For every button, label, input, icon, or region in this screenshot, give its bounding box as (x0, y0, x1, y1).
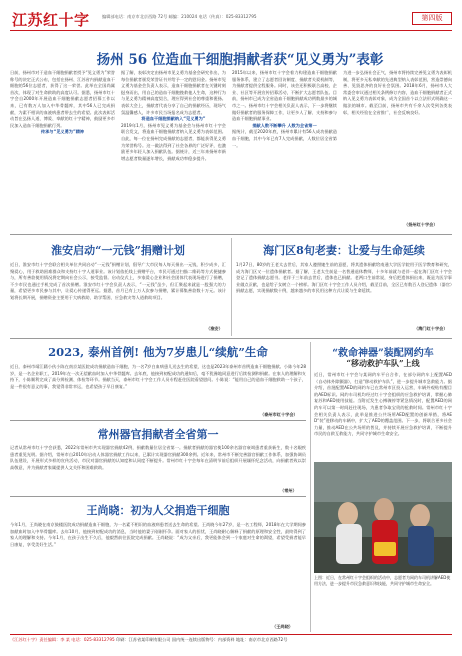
article2-headline: 淮安启动“一元钱”捐赠计划 (51, 244, 185, 257)
article7-subheadline: “移动救护车队”上线 (346, 358, 420, 368)
article4-body: 近日，泰州市靖江籍小伙小陈在南京某医院成功捐献造血干细胞，为一名7岁白血病患儿送去生的希望，这也是2023年泰州市首例造血干细胞捐献。小陈今年28岁，是一名企业职工，2019年在一次无偿献血时加入中华骨髓库。去年底，他接到初配成功的通知后，毫不犹豫地同意进行后续检测和捐献。在家人的理解和支持下，小陈顺利完成了高分辨检测、体检等环节。捐献当天，泰州市红十字会工作人员专程赶往医院看望慰问。小陈说：“能用自己的造血干细胞救助一个孩子，是一件很有意义的事，我觉得非常幸运，也希望孩子早日康复。” (10, 364, 306, 389)
article6-headline: 王尚晓：初为人父捐造干细胞 (86, 504, 230, 517)
article2-byline: （淮安） (206, 326, 223, 331)
article5-headline: 常州器官捐献者全省第一 (97, 428, 219, 441)
footer-address: 地址：南京市北京西路72号 (235, 637, 288, 642)
article4-headline: 2023, 泰州首例! 他为7岁患儿“续航”生命 (48, 345, 268, 359)
article6-body: 今年1月，王尚晓在南京鼓楼医院成功捐献造血干细胞，为一名素不相识的血液病患者送去生命的希望。王尚晓今年27岁，是一名工程师，2018年在大学期间参加献血时加入中华骨髓库。去年10月，他接到初配成功的消息，当时他的妻子刚刚怀孕。面对家人的担忧，王尚晓耐心解释了捐献的原理和安全性，最终得到了家人的理解和支持。今年1月，在孩子出生不久后，他毅然前往医院完成捐献。王尚晓说：“成为父亲后，我更能体会到一个家庭对生命的渴望，希望受捐者能早日康复，享受美好生活。” (10, 522, 306, 547)
news-photo-image (314, 462, 452, 573)
article1-headline: 扬州 56 位造血干细胞捐献者获“见义勇为”表彰 (96, 52, 384, 68)
article7-body: 近日，常州市红十字会与某网约车平台合作，在部分网约车上配置AED（自动体外除颤器），打造“移动救护车队”，进一步提升城市急救能力。据介绍，首批配置AED的网约车已在常州市区投入运营，车辆外观贴有醒目的AED标识。网约车司机均经过红十字会组织的应急救护培训，掌握心肺复苏和AED使用技能。当附近发生心搏骤停等紧急情况时，配置AED的网约车可以第一时间赶往现场，为患者争取宝贵的抢救时间。常州市红十字会相关负责人表示，此举是推进公共场所AED配置的创新举措，将AED“装”进移动的车辆中，扩大了AED的覆盖范围。下一步，将联合更多社会力量，推动AED在公共场所的普及，并持续开展应急救护培训，不断提升市民的自救互救能力，共同守护城市生命安全。 (314, 372, 452, 437)
divider-3 (10, 420, 306, 421)
newspaper-logo: 江苏红十字 (12, 11, 90, 29)
article5-byline: （常州） (280, 488, 297, 493)
news-photo (314, 462, 452, 573)
article1-kicker2: 将造血干细胞捐献纳入“见义勇为” (141, 116, 206, 122)
article4-byline: （泰州市红十字会） (260, 412, 298, 417)
article1-text5: 2019年1月，扬州市见义勇为基金会与扬州市红十字会联合发文，将造血干细胞捐献者纳入见义勇为表彰范围。自此，每一位在扬州完成捐献的志愿者，都能获得见义勇为荣誉称号。这一做法得到了社会各界的广泛好评，也激励更多年轻人加入捐献队伍。据统计，近三年来扬州市新增志愿者数量逐年增长，捐献成功率稳步提升。 (121, 122, 226, 161)
footer-right: 国内统一连续出版物号：内部资料 (171, 637, 235, 642)
article7-headline: “救命神器”装配网约车 (332, 348, 434, 359)
divider-4 (10, 496, 306, 497)
footer-mid: 印刷：江苏省某印刷有限公司 (116, 637, 171, 642)
article1-byline: （扬州红十字会） (404, 222, 438, 227)
article1-column-2 (121, 70, 226, 229)
article1-text3: 2015年以来，扬州市红十字会着力构建造血干细胞捐献服务体系，建立了志愿者回访制度、捐献者关爱机制等，为捐献者提供全程服务。同时，该会还积极联合高校、企业、社区等开展宣传招募活动，不断扩大志愿者队伍。目前，扬州市已成为全省造血干细胞捐献成功例数最多的城市之一。扬州市红十字会相关负责人表示，下一步将继续做好捐献者的服务保障工作，让更多人了解、支持和参与造血干细胞捐献事业。 (232, 70, 337, 122)
vertical-divider-2 (310, 342, 311, 632)
footer-left: 《江苏红十字》责任编辑：李 某 电话：025-83312795 (10, 637, 115, 642)
article2-body: 近日，淮安市红十字会联合相关单位共同启动“一元钱”捐赠计划，倡导广大市民每人每天捐出一元钱，积少成多，汇聚爱心，用于救助困难群众和支持红十字人道事业。该计划依托线上捐赠平台，市民可通过扫描二维码等方式便捷参与，所有善款使用情况将定期向社会公示，接受监督。启动仪式上，多家爱心企业和社会团体代表现场进行了捐赠，不少市民也通过手机完成了首次捐赠。淮安市红十字会负责人表示，“一元钱”虽少，但汇聚起来就是一股强大的力量，希望更多市民参与其中，让爱心传递得更远。据悉，首月已有上万人次参与捐赠，累计募集善款数十万元。该计划将长期开展，捐赠资金主要用于大病救助、助学帮困、应急救灾等人道救助项目。 (10, 262, 226, 300)
article3-body: 1月27日，80岁的王老太去世后，其家人遵照她生前的意愿，将其遗体捐献给南通大学医学院用于医学教育和研究，成为海门区又一位遗体捐献者。据了解，王老太生前是一名普通退休教师，十多年前就与老伴一起在海门区红十字会登记了遗体捐献志愿书。老伴于三年前去世后，遗体也已捐献。老两口生前常说，身后把遗体捐出来，既是为医学事业做点贡献，也是给子女树立一个榜样。海门区红十字会工作人员介绍，截至目前，全区已有数百人登记遗体（器官）捐献志愿，实现捐献数十例，越来越多的市民用这种方式让爱与生命延续。 (236, 262, 452, 294)
article1-text4: 为进一步弘扬社会正气，扬州市将持续完善见义勇为表彰机制，将更多无私奉献的先进典型纳入表彰范围，营造崇德向善、见贤思齐的良好社会氛围。2018年6月，扬州市人大常委会审议通过相关条例修订内容，造血干细胞捐献者正式纳入见义勇为表彰对象，成为全国首个以立法形式明确这一做法的城市。截至目前，扬州市共有千余人次受到各类表彰，相关经验在全省推广，社会反响良好。 (343, 70, 452, 115)
vertical-divider-1 (231, 238, 232, 336)
article1-column-4 (343, 70, 452, 222)
article1-text6: 据统计，截至2020年底，扬州市累计有56人成功捐献造血干细胞，其中今年已有7人完成捐献，人数位居全省第一。 (232, 129, 337, 148)
divider-2 (10, 338, 452, 339)
article6-byline: （王尚晓） (272, 624, 293, 629)
article3-headline: 海门区8旬老妻：让爱与生命延续 (263, 244, 425, 257)
page-number: 第四版 (412, 12, 452, 25)
masthead (10, 8, 452, 30)
article3-byline: （海门红十字会） (414, 326, 448, 331)
masthead-info: 编辑部电话：南京市北京西路 72号 邮编：210024 电话（传真）：025-83312795 (102, 14, 257, 19)
article1-column-3 (232, 70, 337, 229)
article1-text2: 据了解，表彰决定由扬州市见义勇为基金会研究作出，为每位捐献者颁发荣誉证书并给予一定的慰问金。扬州市见义勇为基金会负责人表示，造血干细胞捐献者在关键时刻挺身而出，用自己的造血干细胞挽救他人生命，这种行为与见义勇为精神高度契合，理应得到社会的尊重和褒扬。表彰大会上，捐献者代表分享了自己的捐献经历，现场气氛温馨感人，许多市民当场报名成为志愿者。 (121, 70, 226, 115)
photo-caption: 上图：近日，在常州红十字会组织的活动中，志愿者为网约车司机讲解AED使用方法，进一步提升市民急救意识和技能，共同守护城市生命安全。 (314, 575, 451, 586)
article5-body: 记者从常州市红十字会获悉，2022年常州市共实现器官捐献42例，捐献数量位居全省第一。捐献者捐献的器官使100余名器官衰竭患者重获新生，数十名眼疾患者重见光明。据介绍，常州市自2010年启动人体器官捐献工作以来，已累计实现器官捐献300余例。近年来，常州市不断完善器官捐献工作体系，加强协调员队伍建设，开展形式多样的宣传活动，市民对器官捐献的认知度和认同度不断提升。常州市红十字会每年在清明节前后组织开展缅怀纪念活动，向捐献者致以崇高敬意，并为捐献者家属提供人文关怀和困难救助。 (10, 445, 306, 470)
article1-kicker3: 捐献人数不断攀升 人数为全省第一 (252, 122, 317, 128)
newspaper-page (10, 8, 452, 648)
masthead-rule (10, 30, 452, 31)
article1-column-1 (10, 70, 115, 229)
article1-text1: 日前，扬州市对于造血干细胞捐献者授予“见义勇为”荣誉称号的决定正式公布，包括在扬州、江苏省内捐献造血干细胞的56位志愿者，获得了这一荣誉。此举在全国尚属首次，体现了对生命救助的高度认可。据悉，扬州市红十字会自2000年开展造血干细胞捐献志愿者招募工作以来，已有数万人加入中华骨髓库，其中56人已完成捐献，为素不相识的血液病患者带去生的希望。此次表彰活动旨在弘扬人道、博爱、奉献的红十字精神，鼓励更多市民加入造血干细胞捐献行列。 (10, 70, 115, 128)
divider-1 (10, 234, 452, 235)
article1-kicker: 传承与“见义勇为”精神 (40, 129, 85, 135)
page-footer (10, 634, 452, 644)
